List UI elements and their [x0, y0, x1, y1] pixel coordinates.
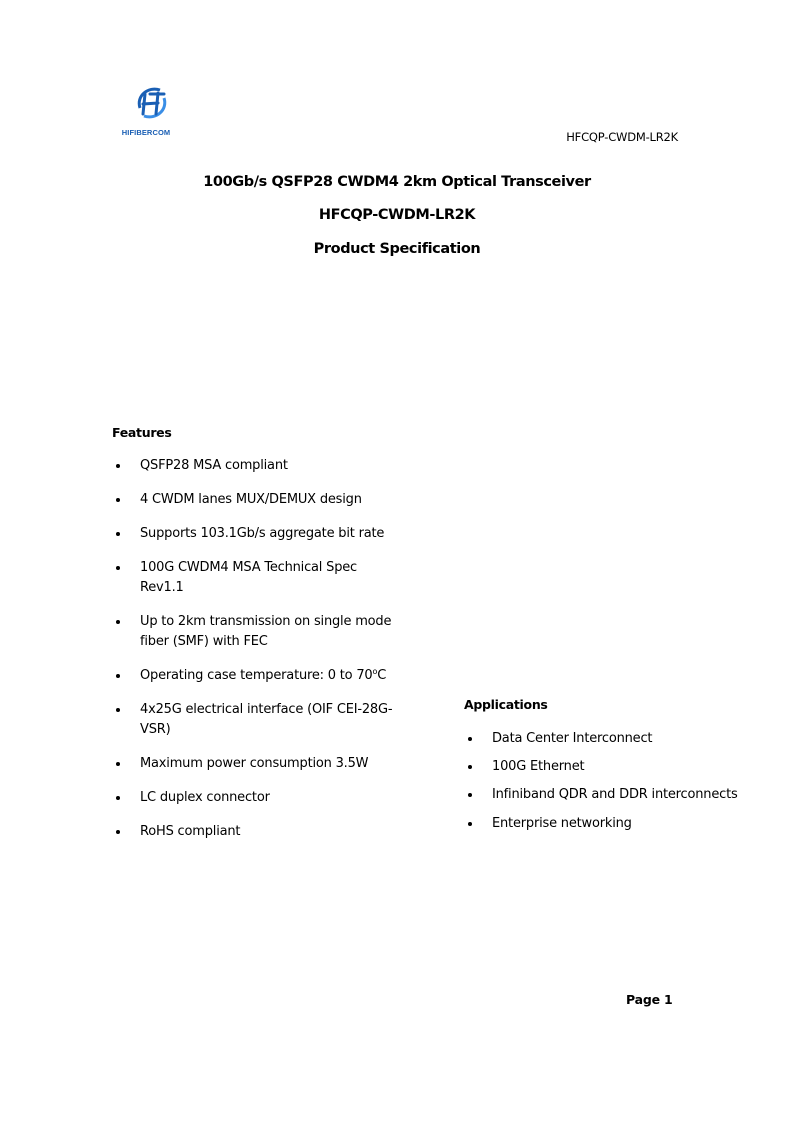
list-item: Maximum power consumption 3.5W — [140, 754, 410, 774]
logo-text: HIFIBERCOM — [121, 128, 171, 137]
bullet-icon — [468, 822, 472, 826]
company-logo — [106, 84, 186, 140]
bullet-icon — [116, 830, 120, 834]
bullet-icon — [116, 532, 120, 536]
list-item: RoHS compliant — [140, 822, 410, 842]
document-title: 100Gb/s QSFP28 CWDM4 2km Optical Transceiver — [203, 174, 591, 190]
list-item: Enterprise networking — [492, 814, 772, 834]
list-item: Infiniband QDR and DDR interconnects — [492, 785, 772, 805]
list-item: Operating case temperature: 0 to 70$^o$C — [140, 666, 410, 686]
bullet-icon — [116, 796, 120, 800]
bullet-icon — [116, 708, 120, 712]
list-item: Data Center Interconnect — [492, 729, 772, 749]
list-item: 4 CWDM lanes MUX/DEMUX design — [140, 490, 410, 510]
features-heading: Features — [112, 425, 172, 440]
list-item: Up to 2km transmission on single mode fiber (SMF) with FEC — [140, 612, 410, 652]
list-item: Supports 103.1Gb/s aggregate bit rate — [140, 524, 410, 544]
bullet-icon — [116, 566, 120, 570]
bullet-icon — [468, 737, 472, 741]
hifibercom-logo-icon — [134, 84, 170, 126]
list-item: QSFP28 MSA compliant — [140, 456, 410, 476]
applications-heading: Applications — [464, 697, 548, 712]
document-model: HFCQP-CWDM-LR2K — [318, 207, 476, 223]
list-item: 4x25G electrical interface (OIF CEI-28G- VSR) — [140, 700, 410, 740]
page-number: Page 1 — [626, 992, 673, 1007]
header-model-number: HFCQP-CWDM-LR2K — [566, 130, 678, 144]
bullet-icon — [116, 762, 120, 766]
list-item: 100G CWDM4 MSA Technical Spec Rev1.1 — [140, 558, 410, 598]
bullet-icon — [116, 464, 120, 468]
list-item: LC duplex connector — [140, 788, 410, 808]
bullet-icon — [468, 765, 472, 769]
list-item: 100G Ethernet — [492, 757, 772, 777]
bullet-icon — [468, 793, 472, 797]
document-subtitle: Product Specification — [313, 241, 481, 257]
bullet-icon — [116, 674, 120, 678]
bullet-icon — [116, 498, 120, 502]
bullet-icon — [116, 620, 120, 624]
